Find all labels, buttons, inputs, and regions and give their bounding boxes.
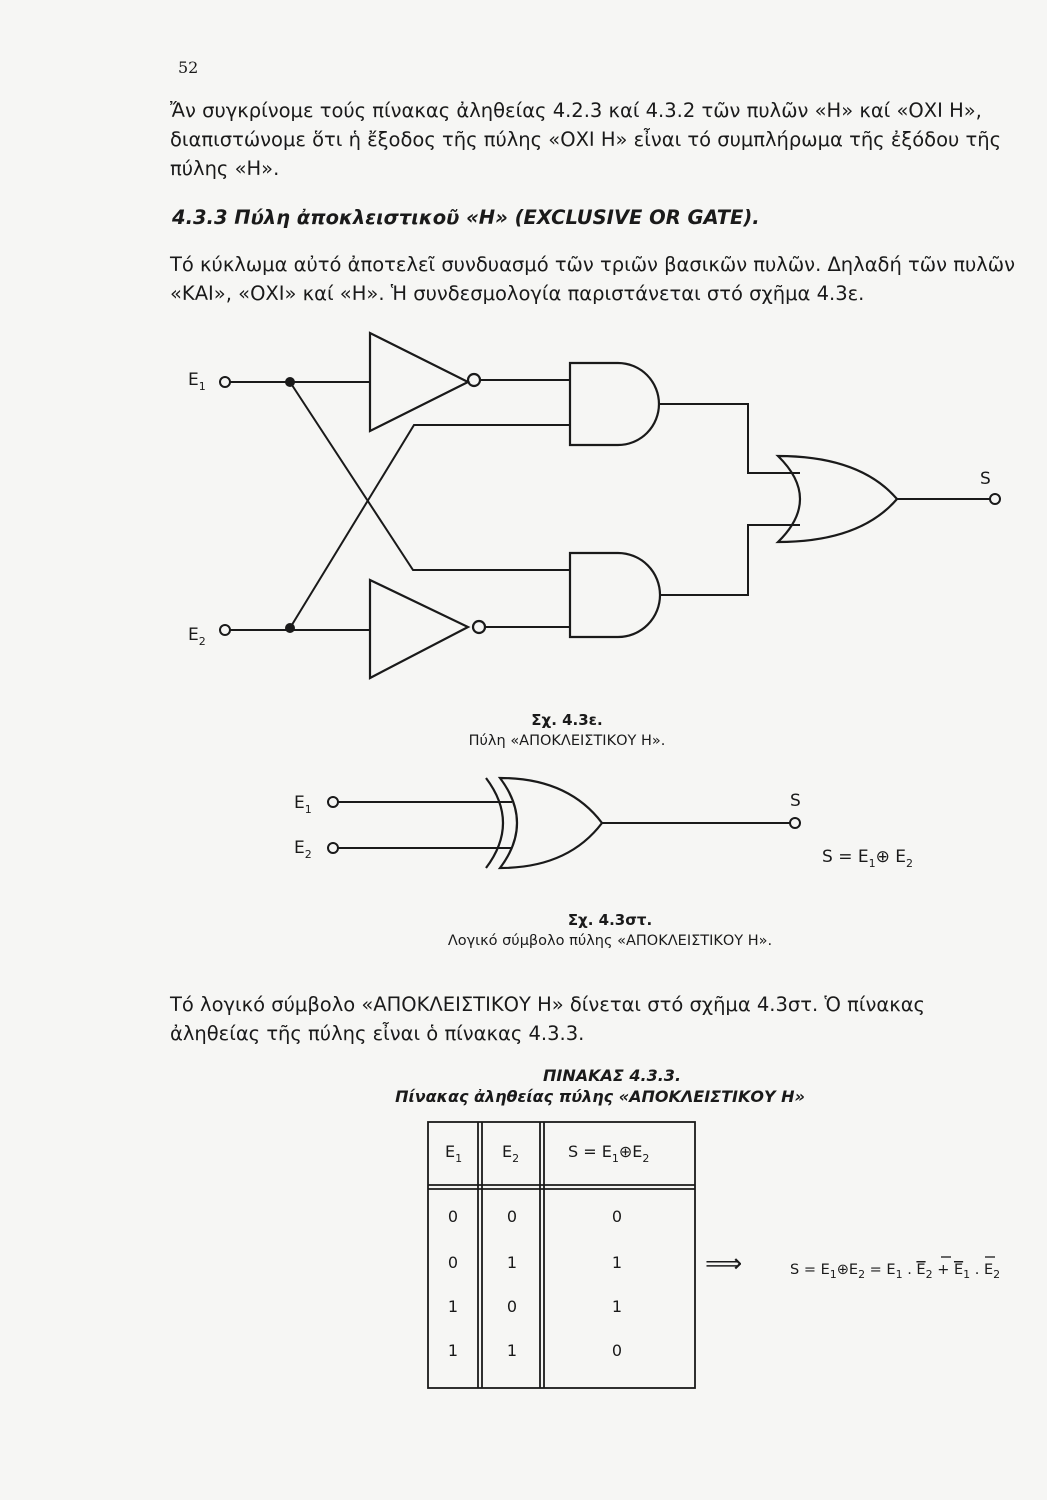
section-heading: 4.3.3 Πύλη ἀποκλειστικοῦ «Η» (EXCLUSIVE OR GATE). (172, 206, 760, 229)
wire-e1-to-and-2 (290, 382, 570, 570)
wire-and2-to-or (660, 525, 800, 595)
fig-st-input-2-label: $E_2$ (294, 838, 312, 861)
fig-st-input-2-terminal (328, 843, 338, 853)
table-row-2-e1: 0 (447, 1253, 459, 1272)
table-row-3-s: 1 (611, 1297, 623, 1316)
not-gate-2-bubble (473, 621, 485, 633)
fig-e-input-1-terminal (220, 377, 230, 387)
table-row-4-s: 0 (611, 1341, 623, 1360)
paragraph-2: Τό κύκλωμα αὐτό ἀποτελεῖ συνδυασμό τῶν τριῶν βασικῶν πυλῶν. Δηλαδή τῶν πυλῶν «ΚΑΙ», «ΟΧΙ» καί «Η». Ἡ συνδεσμολογία παριστάνεται στό σχῆμα 4.3ε. (170, 253, 1015, 305)
truth-table (395, 1066, 1000, 1388)
table-title: ΠΙΝΑΚΑΣ 4.3.3. (542, 1066, 682, 1085)
fig-st-input-1-label: $E_1$ (294, 793, 312, 816)
fig-e-input-2-label: $E_2$ (188, 625, 206, 648)
table-header-output: $S = E_1\oplus E_2$ (568, 1142, 650, 1165)
xor-gate-body (500, 778, 602, 868)
table-subtitle: Πίνακας ἀληθείας πύλης «ΑΠΟΚΛΕΙΣΤΙΚΟΥ Η» (395, 1087, 805, 1106)
figure-xor-circuit (188, 333, 1000, 749)
table-row-1-e1: 0 (447, 1207, 459, 1226)
fig-e-output-terminal (990, 494, 1000, 504)
table-row-4-e2: 1 (506, 1341, 518, 1360)
wire-and1-to-or (659, 404, 800, 473)
and-gate-2 (570, 553, 660, 637)
fig-st-input-1-terminal (328, 797, 338, 807)
fig-st-output-terminal (790, 818, 800, 828)
fig-e-input-2-terminal (220, 625, 230, 635)
table-header-e1: $E_1$ (445, 1142, 463, 1165)
table-row-1-s: 0 (611, 1207, 623, 1226)
fig-st-output-label: S (790, 791, 801, 811)
table-header-e2: $E_2$ (502, 1142, 520, 1165)
wire-e2-to-and-1 (290, 425, 570, 628)
fig-st-caption-title: Σχ. 4.3στ. (567, 911, 653, 929)
fig-st-caption-subtitle: Λογικό σύμβολο πύλης «ΑΠΟΚΛΕΙΣΤΙΚΟΥ Η». (447, 933, 773, 949)
fig-e-caption-subtitle: Πύλη «ΑΠΟΚΛΕΙΣΤΙΚΟΥ Η». (468, 733, 666, 749)
paragraph-1: Ἄν συγκρίνομε τούς πίνακας ἀληθείας 4.2.3 καί 4.3.2 τῶν πυλῶν «Η» καί «ΟΧΙ Η», διαπιστώνομε ὅτι ἡ ἔξοδος τῆς πύλης «ΟΧΙ Η» εἶναι τό συμπλήρωμα τῆς ἐξόδου τῆς πύλης «Η». (170, 99, 1002, 180)
xor-formula: $S = E_1\oplus E_2 = E_1$ . $E_2 + E_1$ . $E_2$ (790, 1262, 1001, 1281)
fig-e-caption-title: Σχ. 4.3ε. (531, 711, 603, 729)
table-row-1-e2: 0 (506, 1207, 518, 1226)
page-number: 52 (178, 58, 199, 77)
table-row-2-e2: 1 (506, 1253, 518, 1272)
and-gate-1 (570, 363, 659, 445)
fig-e-input-1-label: $E_1$ (188, 370, 206, 393)
fig-st-equation: $S = E_1\oplus$ $E_2$ (822, 847, 913, 870)
not-gate-1 (370, 333, 468, 431)
implies-arrow: ⟹ (705, 1249, 743, 1279)
fig-e-output-label: S (980, 469, 991, 489)
or-gate (778, 456, 897, 542)
figure-xor-symbol (294, 778, 913, 949)
table-border (428, 1122, 695, 1388)
table-row-3-e1: 1 (447, 1297, 459, 1316)
table-row-2-s: 1 (611, 1253, 623, 1272)
not-gate-2 (370, 580, 468, 678)
xor-gate-input-arc (486, 778, 503, 868)
table-row-3-e2: 0 (506, 1297, 518, 1316)
table-row-4-e1: 1 (447, 1341, 459, 1360)
paragraph-3: Τό λογικό σύμβολο «ΑΠΟΚΛΕΙΣΤΙΚΟΥ Η» δίνεται στό σχῆμα 4.3στ. Ὁ πίνακας ἀληθείας τῆς πύλης εἶναι ὁ πίνακας 4.3.3. (170, 993, 926, 1045)
not-gate-1-bubble (468, 374, 480, 386)
